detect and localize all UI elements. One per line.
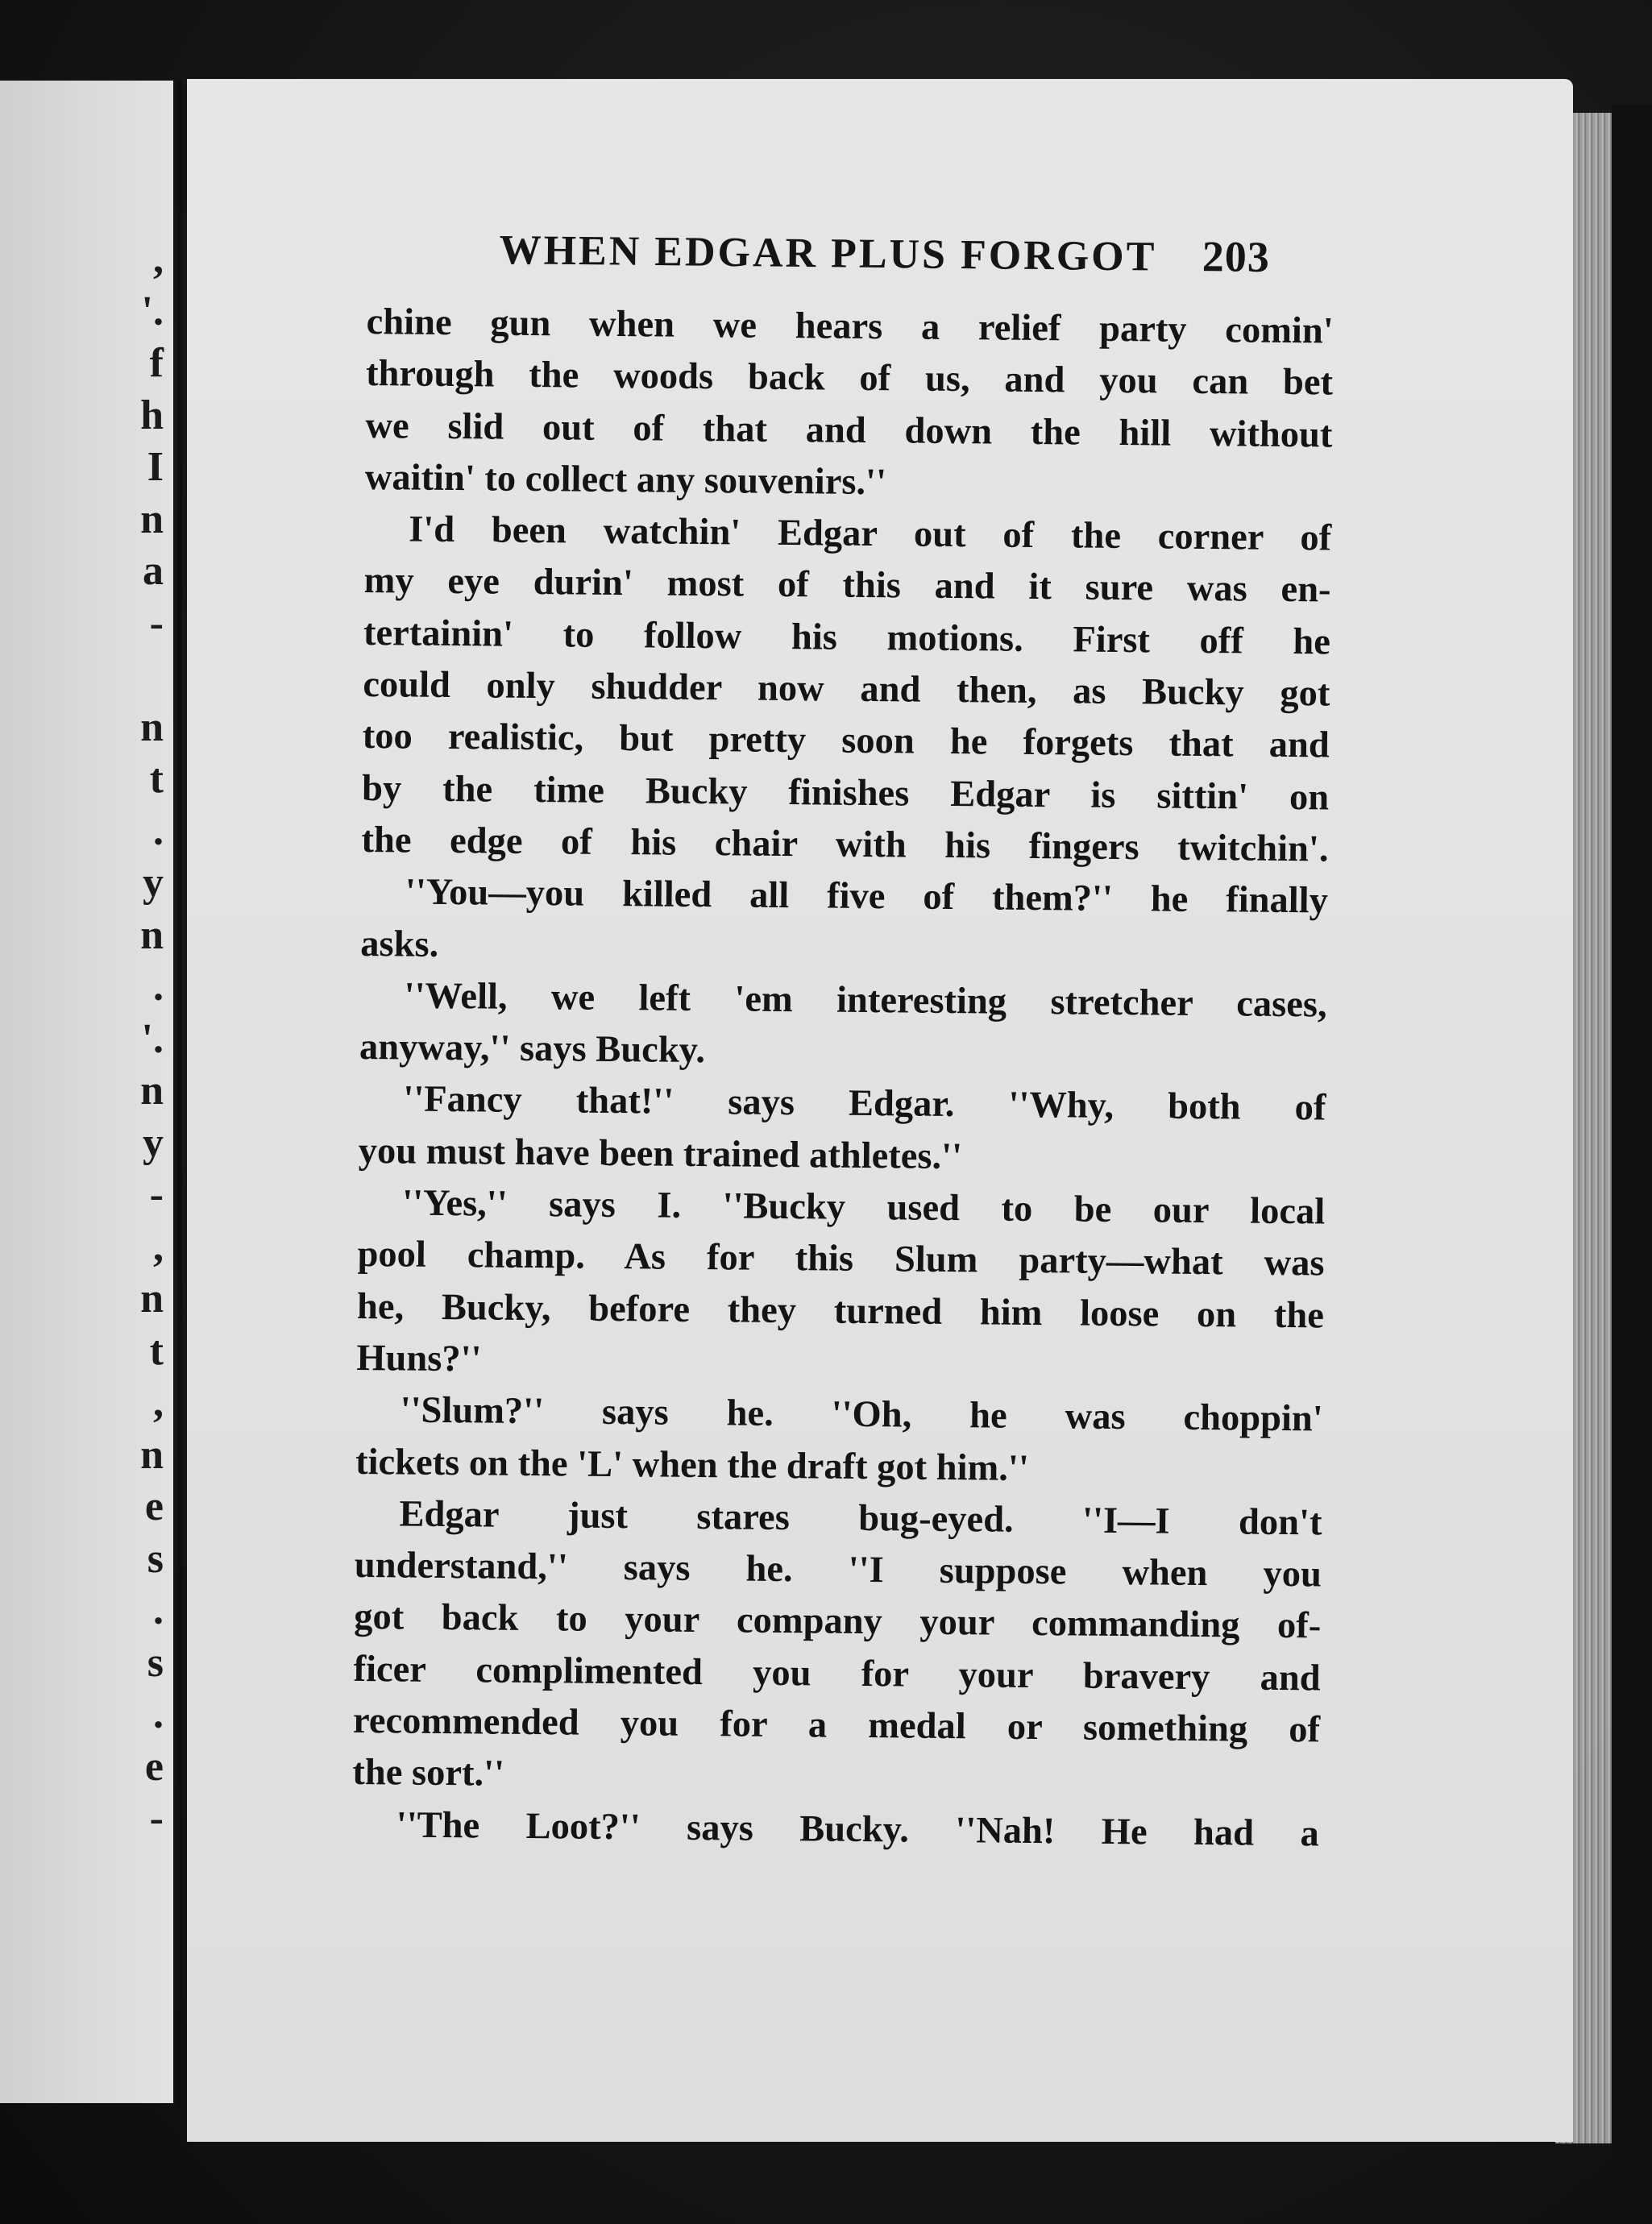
text-line: Edgar just stares bug-eyed. ''I—I don't xyxy=(399,1493,1322,1544)
previous-page-fragment: e xyxy=(144,1743,164,1790)
text-line: recommended you for a medal or something of xyxy=(352,1699,1321,1751)
previous-page-fragment: f xyxy=(149,340,164,386)
text-line: ''You—you killed all five of them?'' he finally xyxy=(405,871,1329,922)
previous-page-fragment: . xyxy=(153,964,164,1010)
text-line: ''Yes,'' says I. ''Bucky used to be our local xyxy=(401,1182,1326,1233)
text-line: chine gun when we hears a relief party comin' xyxy=(366,301,1334,352)
previous-page-fragment: I xyxy=(147,444,164,490)
previous-page-fragment: s xyxy=(147,1535,164,1582)
previous-page-fragment: n xyxy=(140,1276,164,1322)
previous-page-fragment: - xyxy=(149,1795,164,1841)
previous-page-fragment: a xyxy=(143,548,164,594)
chapter-title: WHEN EDGAR PLUS FORGOT xyxy=(499,226,1157,280)
previous-page-fragment: '. xyxy=(141,1015,164,1062)
previous-page-fragment: e xyxy=(144,1483,164,1529)
text-line: got back to your company your commanding of- xyxy=(354,1596,1322,1647)
previous-page-fragment: n xyxy=(140,496,164,542)
text-line: ''Slum?'' says he. ''Oh, he was choppin' xyxy=(400,1389,1323,1440)
page-body-text xyxy=(351,297,1333,1860)
previous-page-fragment: s xyxy=(147,1639,164,1686)
text-line: tertainin' to follow his motions. First off he xyxy=(363,612,1331,663)
previous-page-fragment: . xyxy=(153,1587,164,1633)
text-line: could only shudder now and then, as Bucky got xyxy=(363,664,1330,715)
book-gutter xyxy=(177,81,182,2111)
text-line: my eye durin' most of this and it sure was en- xyxy=(363,560,1331,611)
text-line: ''Well, we left 'em interesting stretcher cases, xyxy=(404,975,1327,1026)
previous-page-fragment: , xyxy=(153,236,164,282)
previous-page-fragment: n xyxy=(140,1068,164,1114)
text-line: anyway,'' says Bucky. xyxy=(359,1027,706,1072)
text-line: understand,'' says he. ''I suppose when you xyxy=(354,1545,1322,1595)
previous-page-fragment: , xyxy=(153,1380,164,1425)
text-line: asks. xyxy=(360,923,439,965)
previous-page-fragment: t xyxy=(149,756,164,802)
text-line: we slid out of that and down the hill without xyxy=(365,405,1333,456)
previous-page-edge xyxy=(0,81,173,2103)
previous-page-fragment: y xyxy=(143,860,164,906)
previous-page-fragment: t xyxy=(149,1327,164,1374)
previous-page-fragment: , xyxy=(153,1223,164,1270)
previous-page-fragment: n xyxy=(140,911,164,958)
previous-page-fragment: n xyxy=(140,703,164,750)
previous-page-fragment: - xyxy=(149,1172,164,1218)
text-line: Huns?'' xyxy=(356,1337,482,1380)
previous-page-fragment xyxy=(115,649,164,702)
text-line: tickets on the 'L' when the draft got him.'' xyxy=(355,1441,1030,1489)
previous-page-fragment: - xyxy=(149,600,164,646)
text-line: pool champ. As for this Slum party—what was xyxy=(357,1234,1325,1284)
text-line: ficer complimented you for your bravery and xyxy=(353,1648,1321,1699)
book-fore-edge-shadow xyxy=(1612,105,1652,2224)
text-line: the edge of his chair with his fingers twitchin'. xyxy=(361,819,1329,870)
previous-page-fragment: h xyxy=(140,392,164,438)
previous-page-fragment: y xyxy=(143,1119,164,1166)
text-line: he, Bucky, before they turned him loose on the xyxy=(356,1285,1325,1337)
text-line: ''Fancy that!'' says Edgar. ''Why, both of xyxy=(403,1078,1326,1129)
previous-page-fragment: . xyxy=(153,1691,164,1737)
text-line: too realistic, but pretty soon he forgets that and xyxy=(362,716,1330,766)
previous-page-fragment: '. xyxy=(141,288,164,334)
text-line: by the time Bucky finishes Edgar is sittin' on xyxy=(361,767,1330,819)
text-line: the sort.'' xyxy=(352,1752,505,1795)
running-head xyxy=(499,224,1330,283)
text-line: waitin' to collect any souvenirs.'' xyxy=(364,456,887,504)
previous-page-line-endings xyxy=(115,234,164,1845)
text-line: I'd been watchin' Edgar out of the corner of xyxy=(408,508,1332,559)
text-line: you must have been trained athletes.'' xyxy=(358,1130,963,1177)
text-line: through the woods back of us, and you can bet xyxy=(365,353,1334,404)
previous-page-fragment: . xyxy=(153,807,164,854)
text-line: ''The Loot?'' says Bucky. ''Nah! He had a xyxy=(396,1804,1319,1855)
previous-page-fragment: n xyxy=(140,1431,164,1478)
page-number: 203 xyxy=(1202,232,1271,282)
